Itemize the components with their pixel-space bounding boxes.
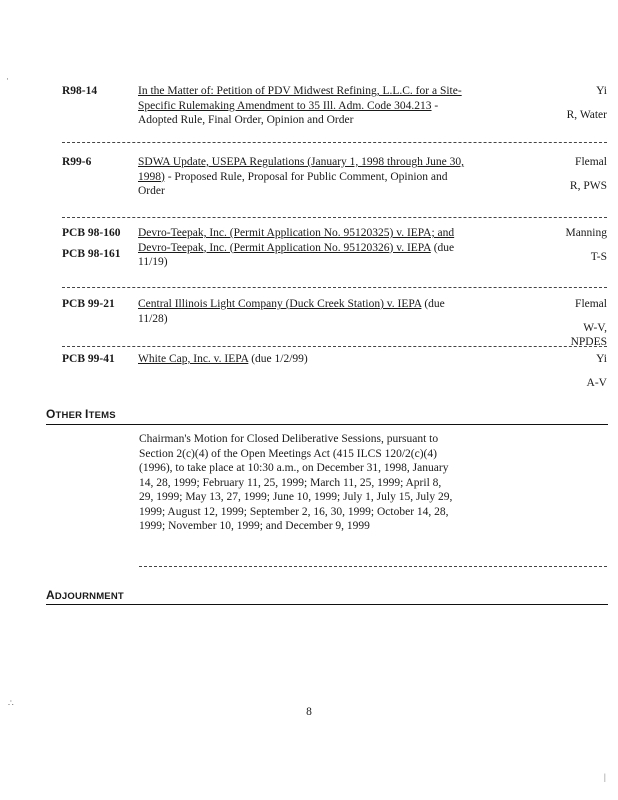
- section-divider: [62, 346, 607, 347]
- case-category: R, Water: [566, 108, 607, 121]
- case-caption: In the Matter of: Petition of PDV Midwest Refining, L.L.C. for a Site-Specific Rulemaking Amendment to 35 Ill. Adm. Code 304.213: [138, 85, 462, 112]
- case-number: PCB 99-41: [62, 353, 115, 365]
- scan-speck: ·: [6, 74, 9, 84]
- closed-session-motion: Chairman's Motion for Closed Deliberative Sessions, pursuant to Section 2(c)(4) of the Open Meetings Act (415 ILCS 120/2(c)(4)(1996), to take place at 10:30 a.m., on December 31, 1998, January 14, 28, 1999; February 11, 25, 1999; March 11, 25, 1999; April 8, 29, 1999; May 13, 27, 1999; June 10, 1999; July 1, July 15, July 29, 1999; August 12, 1999; September 2, 16, 30, 1999; October 14, 28, 1999; November 10, 1999; and December 9, 1999: [139, 433, 453, 532]
- case-title: [138, 352, 468, 367]
- case-number: R99-6: [62, 156, 92, 168]
- page-number: 8: [306, 706, 312, 718]
- section-divider: [62, 142, 607, 143]
- case-title: [138, 155, 468, 199]
- case-assignment: [547, 297, 607, 350]
- case-category: A-V: [586, 376, 607, 389]
- scan-speck: |: [604, 772, 606, 782]
- case-title: [138, 297, 468, 326]
- case-assignment: [517, 155, 607, 193]
- board-member: Flemal: [575, 156, 607, 168]
- section-divider: [62, 287, 607, 288]
- case-action: (due 11/28): [138, 298, 445, 325]
- case-category: T-S: [590, 250, 607, 263]
- case-action: - Adopted Rule, Final Order, Opinion and Order: [138, 99, 439, 126]
- case-title: [138, 84, 468, 128]
- case-caption: White Cap, Inc. v. IEPA: [138, 353, 249, 365]
- case-action: (due 11/19): [138, 241, 455, 268]
- heading-rule: [46, 604, 608, 605]
- case-number: R98-14: [62, 85, 98, 97]
- section-divider: [139, 566, 607, 567]
- other-items-heading: OTHER ITEMS: [46, 407, 116, 421]
- case-assignment: [517, 352, 607, 390]
- board-member: Yi: [596, 85, 607, 97]
- case-number: PCB 99-21: [62, 298, 115, 310]
- case-caption: Devro-Teepak, Inc. (Permit Application No. 95120325) v. IEPA; and Devro-Teepak, Inc. (Permit Application No. 95120326) v. IEPA: [138, 227, 455, 254]
- case-assignment: [517, 226, 607, 264]
- board-member: Manning: [565, 227, 607, 239]
- case-action: (due 1/2/99): [248, 353, 308, 365]
- case-assignment: [517, 84, 607, 122]
- case-category: R, PWS: [569, 179, 607, 192]
- case-caption: Central Illinois Light Company (Duck Creek Station) v. IEPA: [138, 298, 422, 310]
- case-caption: SDWA Update, USEPA Regulations (January 1, 1998 through June 30, 1998): [138, 156, 465, 183]
- section-divider: [62, 217, 607, 218]
- board-member: Flemal: [575, 298, 607, 310]
- case-title: [138, 226, 468, 270]
- heading-rule: [46, 424, 608, 425]
- adjournment-heading: ADJOURNMENT: [46, 588, 124, 602]
- case-action: - Proposed Rule, Proposal for Public Comment, Opinion and Order: [138, 170, 448, 197]
- board-member: Yi: [596, 353, 607, 365]
- scan-speck: ∴: [8, 698, 14, 708]
- case-category: W-V, NPDES: [570, 321, 607, 348]
- case-number: PCB 98-160 PCB 98-161: [62, 227, 121, 260]
